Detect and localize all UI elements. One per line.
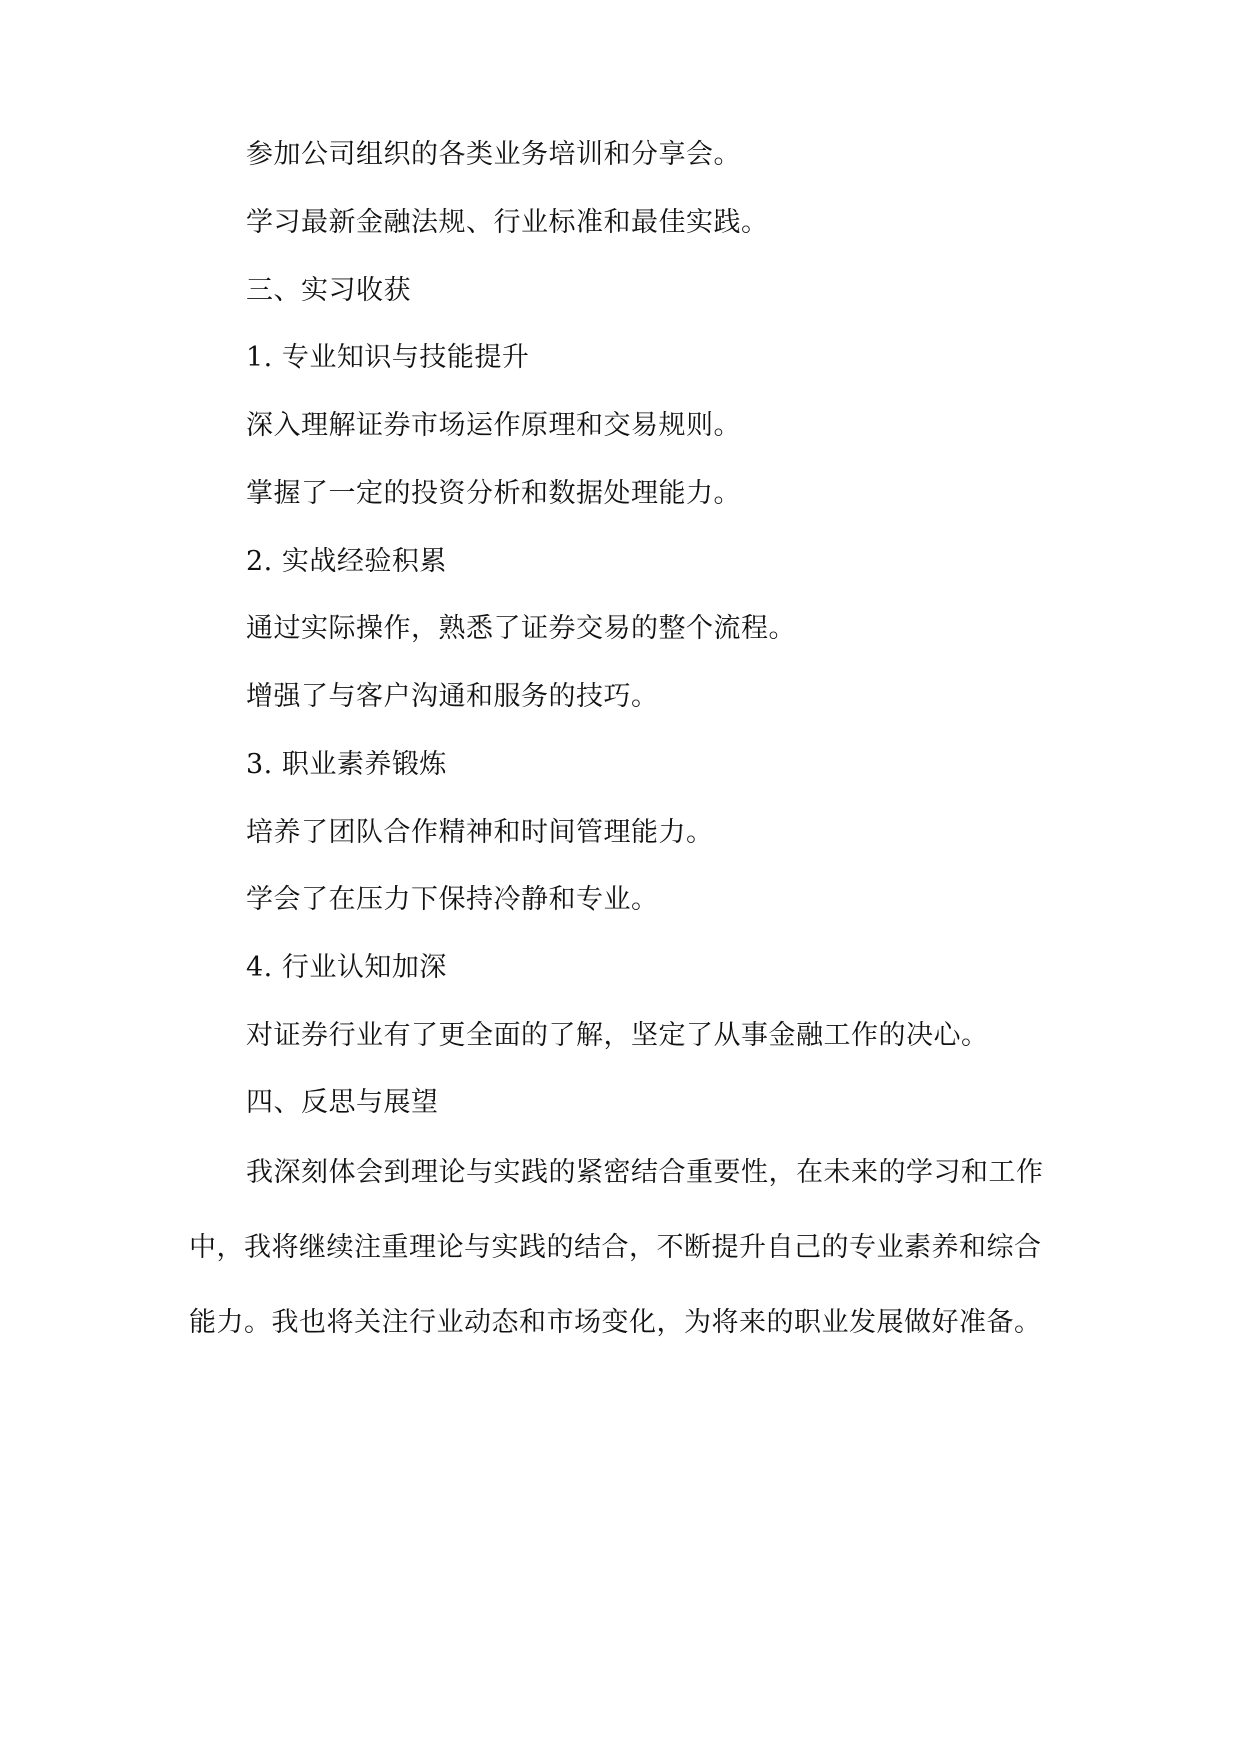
text-line: 掌握了一定的投资分析和数据处理能力。 [246, 478, 741, 509]
closing-paragraph [189, 1135, 1051, 1360]
text-line: 培养了团队合作精神和时间管理能力。 [246, 817, 714, 848]
section-heading: 三、实习收获 [246, 275, 411, 306]
subsection-heading: 3. 职业素养锻炼 [246, 749, 447, 780]
text-line: 通过实际操作，熟悉了证券交易的整个流程。 [246, 613, 796, 644]
subsection-heading: 2. 实战经验积累 [246, 546, 447, 577]
text-line: 学会了在压力下保持冷静和专业。 [246, 884, 659, 915]
text-line: 参加公司组织的各类业务培训和分享会。 [246, 139, 741, 170]
section-heading: 四、反思与展望 [246, 1087, 439, 1118]
text-line: 学习最新金融法规、行业标准和最佳实践。 [246, 207, 769, 238]
text-line: 增强了与客户沟通和服务的技巧。 [246, 681, 659, 712]
text-line: 对证券行业有了更全面的了解，坚定了从事金融工作的决心。 [246, 1020, 989, 1051]
subsection-heading: 4. 行业认知加深 [246, 952, 447, 983]
text-line: 深入理解证券市场运作原理和交易规则。 [246, 410, 741, 441]
subsection-heading: 1. 专业知识与技能提升 [246, 342, 530, 373]
closing-paragraph-text: 我深刻体会到理论与实践的紧密结合重要性，在未来的学习和工作中，我将继续注重理论与实践的结合，不断提升自己的专业素养和综合能力。我也将关注行业动态和市场变化，为将来的职业发展做好准备。 [189, 1157, 1044, 1338]
